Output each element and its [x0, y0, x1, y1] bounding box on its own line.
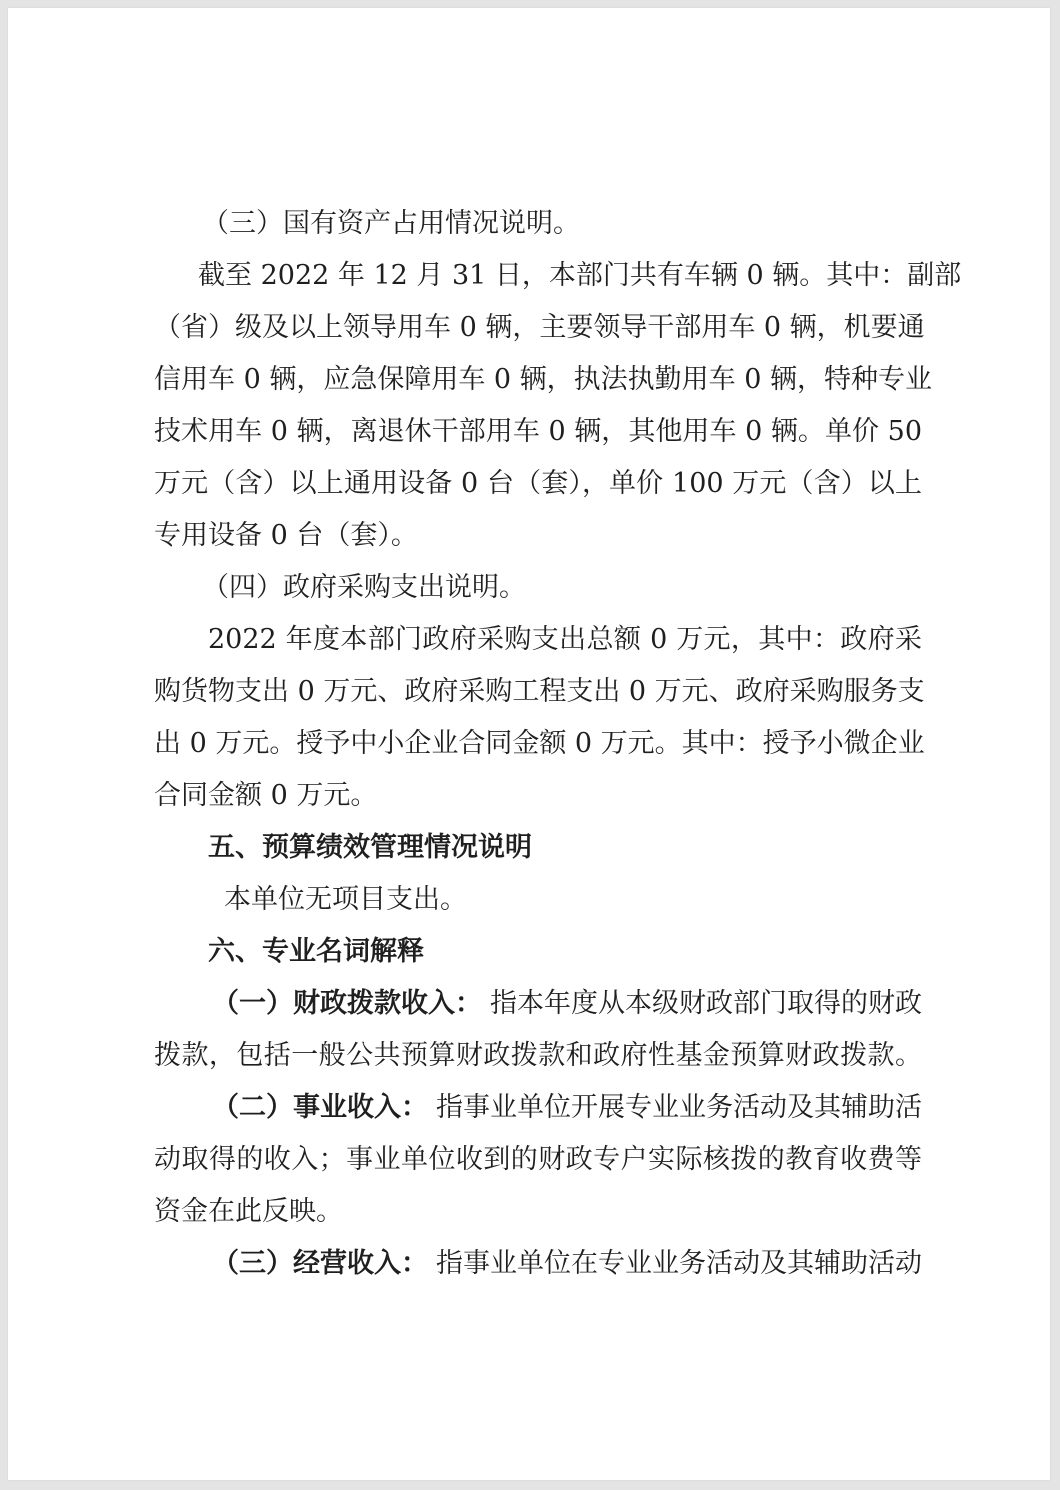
paragraph-line: 信用车 0 辆，应急保障用车 0 辆，执法执勤用车 0 辆，特种专业 [154, 364, 933, 395]
document-page [8, 8, 1050, 1480]
paragraph-line: 资金在此反映。 [154, 1196, 343, 1227]
definition-term: （三）经营收入： [212, 1248, 428, 1279]
definition-line [212, 987, 922, 1021]
paragraph-line: 专用设备 0 台（套）。 [154, 520, 418, 551]
definition-term: （二）事业收入： [212, 1092, 428, 1123]
paragraph-line: 拨款，包括一般公共预算财政拨款和政府性基金预算财政拨款。 [154, 1040, 922, 1071]
section-heading-assets: （三）国有资产占用情况说明。 [202, 208, 580, 239]
heading-budget-performance: 五、预算绩效管理情况说明 [208, 832, 532, 863]
definition-text: 指本年度从本级财政部门取得的财政 [490, 988, 922, 1019]
paragraph-line: （省）级及以上领导用车 0 辆，主要领导干部用车 0 辆，机要通 [154, 312, 925, 343]
paragraph-line: 截至 2022 年 12 月 31 日，本部门共有车辆 0 辆。其中：副部 [198, 260, 962, 291]
section-heading-procurement: （四）政府采购支出说明。 [202, 572, 526, 603]
paragraph-line: 技术用车 0 辆，离退休干部用车 0 辆，其他用车 0 辆。单价 50 [154, 416, 922, 447]
paragraph-line: 合同金额 0 万元。 [154, 780, 378, 811]
paragraph-line: 万元（含）以上通用设备 0 台（套），单价 100 万元（含）以上 [154, 468, 922, 499]
paragraph-line: 出 0 万元。授予中小企业合同金额 0 万元。其中：授予小微企业 [154, 728, 925, 759]
definition-line [212, 1247, 922, 1281]
definition-text: 指事业单位在专业业务活动及其辅助活动 [436, 1248, 922, 1279]
paragraph-line: 购货物支出 0 万元、政府采购工程支出 0 万元、政府采购服务支 [154, 676, 925, 707]
paragraph-line: 动取得的收入；事业单位收到的财政专户实际核拨的教育收费等 [154, 1144, 922, 1175]
heading-terminology: 六、专业名词解释 [208, 936, 424, 967]
definition-term: （一）财政拨款收入： [212, 988, 482, 1019]
definition-line [212, 1091, 922, 1125]
paragraph-line: 本单位无项目支出。 [224, 884, 467, 915]
definition-text: 指事业单位开展专业业务活动及其辅助活 [436, 1092, 922, 1123]
paragraph-line: 2022 年度本部门政府采购支出总额 0 万元，其中：政府采 [208, 624, 922, 655]
